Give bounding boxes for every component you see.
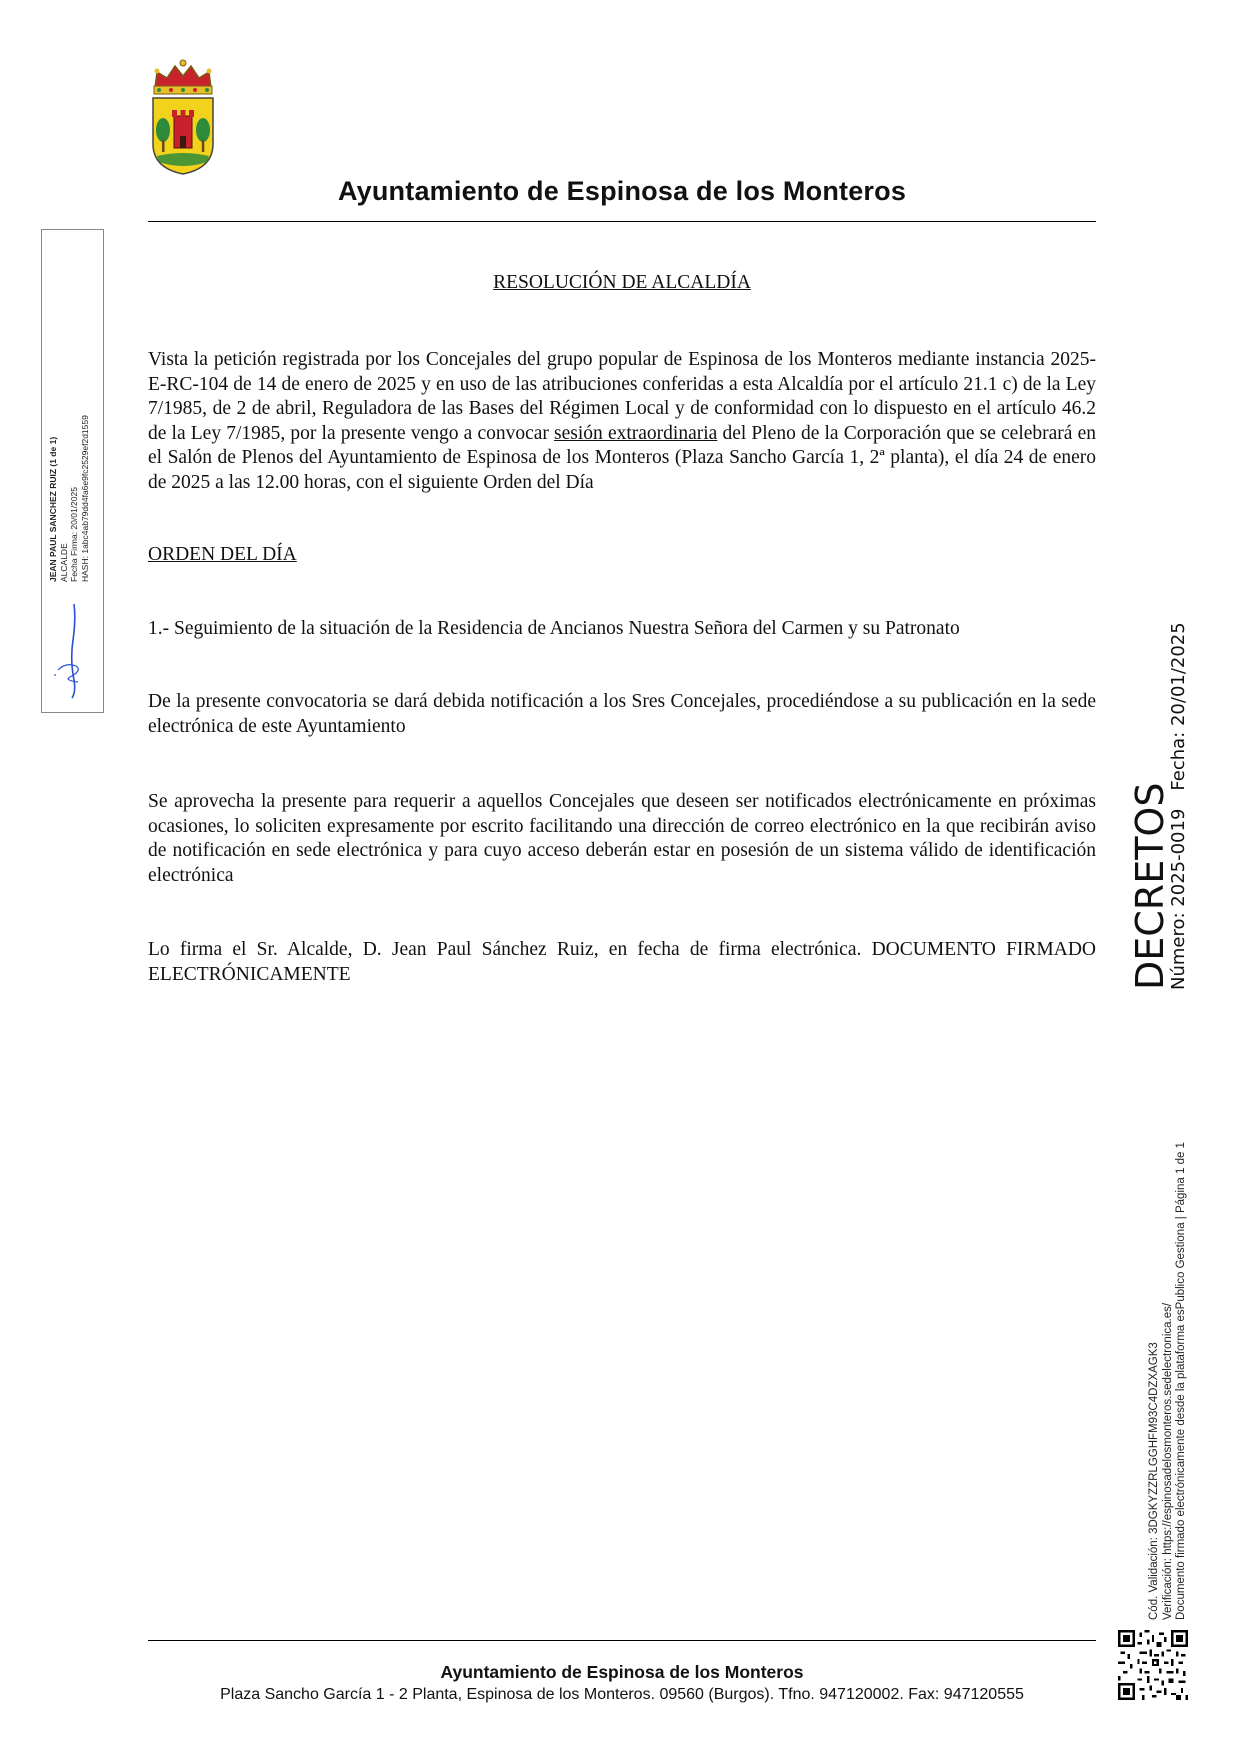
agenda-heading: ORDEN DEL DÍA: [148, 544, 297, 565]
paragraph-electronic-notice: Se aprovecha la presente para requerir a aquellos Concejales que deseen ser notificados electrónicamente en próximas ocasiones, lo soliciten expresamente por escrito facilitando una dirección de correo electrónico en la que recibirán aviso de notificación en sede electrónica y para cuyo acceso deberán estar en posesión de un sistema válido de identificación electrónica: [148, 791, 1096, 886]
paragraph-petition-end: del Pleno de la Corporación que se celebrará en el Salón de Plenos del Ayuntamiento de Espinosa de los Monteros (Plaza Sancho García 1, 2ª planta), el día 24 de enero de 2025 a las 12.00 horas, con el siguiente Orden del Día: [148, 422, 1096, 493]
document-title: RESOLUCIÓN DE ALCALDÍA: [493, 272, 751, 293]
signer-role: ALCALDE: [58, 543, 69, 582]
decree-number: Número: 2025-0019: [1168, 808, 1189, 990]
footer-divider: [148, 1640, 1096, 1641]
decree-stamp-details: [1168, 610, 1190, 990]
agenda-item: 1.- Seguimiento de la situación de la Residencia de Ancianos Nuestra Señora del Carmen y su Patronato: [148, 618, 960, 639]
session-type-text: sesión extraordinaria: [554, 422, 718, 444]
header-divider: [148, 221, 1096, 222]
decree-date: Fecha: 20/01/2025: [1168, 622, 1189, 791]
paragraph-petition: [148, 348, 1096, 495]
footer-address: Plaza Sancho García 1 - 2 Planta, Espinosa de los Monteros. 09560 (Burgos). Tfno. 947120002. Fax: 947120555: [220, 1686, 1024, 1703]
platform-note: Documento firmado electrónicamente desde la plataforma esPublico Gestiona | Página 1 de 1: [1175, 1142, 1187, 1620]
signature-hash: HASH: 1abc4ab79dd4fa6e9fc2529ef2d1559: [79, 415, 90, 582]
signer-name: JEAN PAUL SANCHEZ RUIZ (1 de 1): [48, 436, 58, 582]
verification-url: Verificación: https://espinosadelosmonteros.sedelectronica.es/: [1161, 1302, 1174, 1620]
handwritten-signature-icon: [52, 600, 86, 700]
decree-stamp-label: DECRETOS: [1128, 782, 1172, 990]
footer-organization: Ayuntamiento de Espinosa de los Monteros: [440, 1662, 804, 1682]
paragraph-petition-start: Vista la petición registrada por los Concejales del grupo popular de Espinosa de los Monteros mediante instancia 2025-E-RC-104 de 14 de enero de 2025 y en uso de las atribuciones conferidas a esta Alcaldía por el artículo 21.1 c) de la Ley 7/1985, de 2 de abril, Reguladora de las Bases del Régimen Local y de conformidad con lo dispuesto en el artículo 46.2 de la Ley 7/1985, por la presente vengo a convocar: [148, 349, 1096, 444]
paragraph-signature: Lo firma el Sr. Alcalde, D. Jean Paul Sánchez Ruiz, en fecha de firma electrónica. DOCUMENTO FIRMADO ELECTRÓNICAMENTE: [148, 939, 1096, 985]
signature-date: Fecha Firma: 20/01/2025: [69, 487, 79, 582]
signature-details: [48, 262, 90, 582]
crown-icon: [154, 60, 212, 94]
validation-code: Cód. Validación: 3DGKYZZRLGGHFM93C4DZXAGK3: [1148, 1342, 1160, 1620]
qr-code-icon[interactable]: [1118, 1630, 1188, 1700]
page-title: Ayuntamiento de Espinosa de los Monteros: [337, 176, 907, 206]
validation-info: [1148, 1080, 1189, 1620]
coat-of-arms-logo: [147, 58, 219, 176]
paragraph-notification: De la presente convocatoria se dará debida notificación a los Sres Concejales, procediéndose a su publicación en la sede electrónica de este Ayuntamiento: [148, 691, 1096, 737]
